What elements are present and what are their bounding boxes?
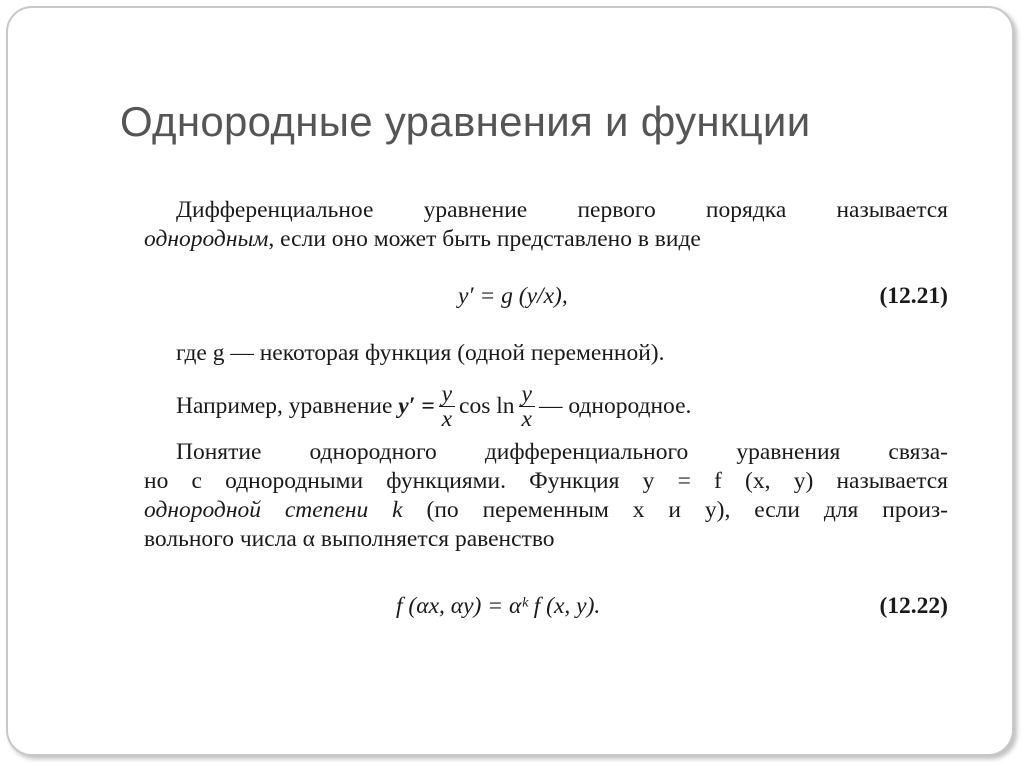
fraction-2-numerator: y (519, 382, 535, 407)
fraction-1-numerator: y (439, 382, 455, 407)
example-prefix: Например, уравнение (176, 392, 393, 419)
fraction-y-over-x-2 (519, 382, 535, 431)
paragraph-3-line-3 (144, 496, 948, 525)
example-line (176, 382, 948, 430)
paragraph-1-line-2 (144, 225, 948, 254)
example-suffix: — однородное. (538, 392, 692, 419)
equation-12-22-formula: f (αx, αy) = αᵏ f (x, y). (396, 593, 601, 619)
paragraph-3-line-3-rest: (по переменным x и y), если для произ- (402, 497, 949, 523)
equation-12-22 (176, 592, 948, 621)
paragraph-3 (144, 438, 949, 554)
equation-12-21-formula: y′ = g (y/x), (458, 283, 568, 309)
paragraph-3-line-4: вольного числа α выполняется равенство (144, 526, 555, 552)
fraction-2-denominator: x (521, 405, 532, 432)
paragraph-2: где g — некоторая функция (одной переменной). (176, 340, 665, 366)
paragraph-3-line-2: но с однородными функциями. Функция y = f (x, y) называется (144, 468, 948, 494)
equation-12-21 (176, 282, 948, 311)
example-lhs: y′ = (398, 392, 435, 419)
term-homogeneous-degree-k: однородной степени k (144, 497, 403, 523)
paragraph-1-line-1: Дифференциальное уравнение первого порядка называется (176, 197, 948, 223)
paragraph-1-line-2-rest: , если оно может быть представлено в виде (268, 226, 701, 252)
equation-12-21-number: (12.21) (879, 283, 948, 309)
term-homogeneous: однородным (144, 226, 269, 252)
example-cos-ln: cos ln (459, 392, 515, 419)
slide-title: Однородные уравнения и функции (120, 98, 811, 145)
fraction-y-over-x-1 (439, 382, 455, 431)
fraction-1-denominator: x (441, 405, 453, 432)
equation-12-22-number: (12.22) (879, 593, 948, 619)
paragraph-3-line-1: Понятие однородного дифференциального уравнения связа- (176, 439, 948, 465)
scanned-text-block (144, 196, 949, 621)
